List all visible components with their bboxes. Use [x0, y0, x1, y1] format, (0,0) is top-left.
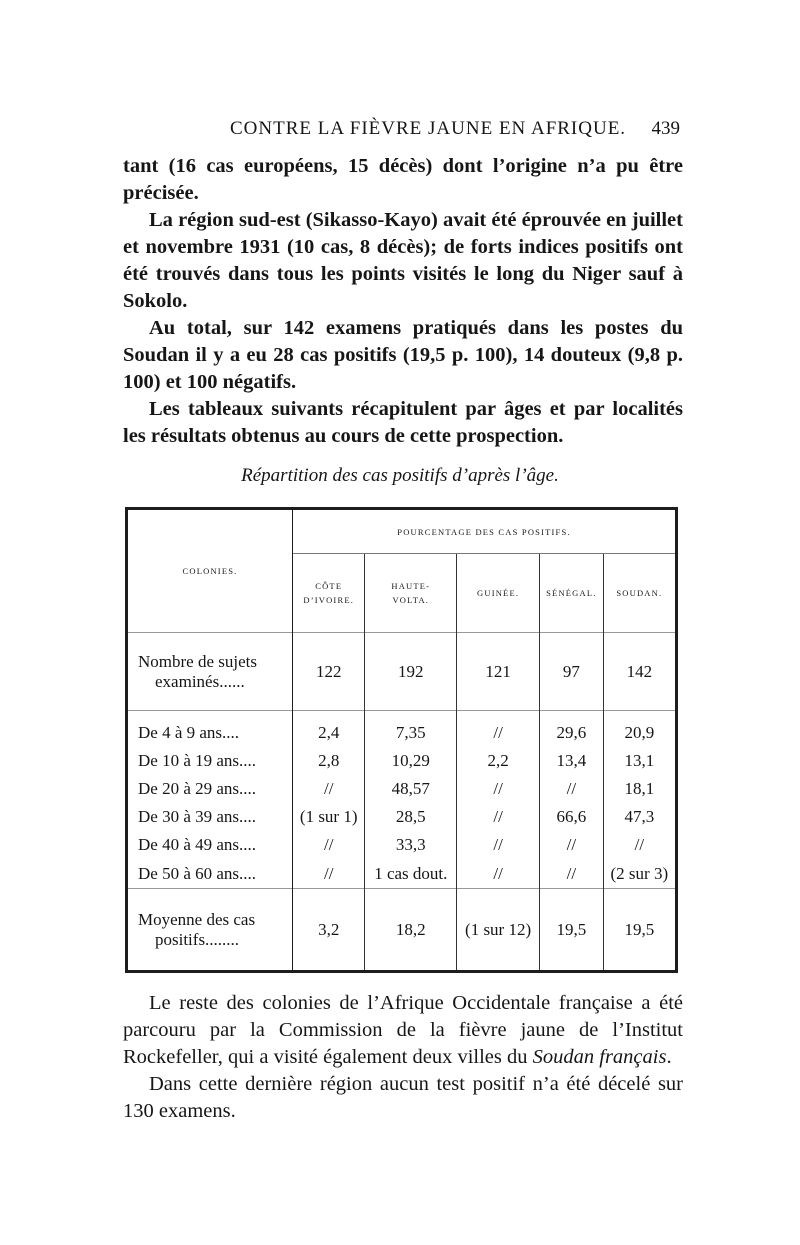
table-cell: 97 [540, 634, 604, 710]
table-cell: 142 [603, 634, 675, 710]
page-number: 439 [651, 118, 680, 139]
column-header-cote-ivoire: CÔTE D’IVOIRE. [303, 581, 355, 606]
table-cell: // [323, 863, 334, 883]
table-cell: 33,3 [365, 831, 457, 859]
row-label: De 30 à 39 ans.... [128, 803, 293, 831]
table-cell: 13,4 [540, 747, 604, 775]
table-cell: 66,6 [540, 803, 604, 831]
row-label: De 20 à 29 ans.... [128, 775, 293, 803]
row-label: De 10 à 19 ans.... [128, 747, 293, 775]
table-cell: 48,57 [365, 775, 457, 803]
table-cell: (1 sur 1) [299, 807, 358, 827]
table-cell: (2 sur 3) [603, 860, 675, 889]
table-row [128, 831, 675, 859]
table-row [128, 803, 675, 831]
table-cell: 1 cas dout. [365, 860, 457, 889]
table-cell: // [540, 831, 604, 859]
column-header-soudan: SOUDAN. [603, 554, 675, 633]
table-cell: 3,2 [318, 919, 340, 939]
table-cell: 19,5 [603, 890, 675, 970]
table-cell: 2,4 [318, 722, 340, 742]
body-text-bottom [123, 990, 683, 1125]
age-distribution-table [125, 507, 678, 973]
table-cell: 18,2 [365, 890, 457, 970]
table-cell: // [540, 860, 604, 889]
paragraph: Au total, sur 142 examens pratiqués dans les postes du Soudan il y a eu 28 cas positifs (19,5 p. 100), 14 douteux (9,8 p. 100) et 100 négatifs. [123, 317, 683, 393]
table-row [128, 775, 675, 803]
table-cell: 7,35 [365, 712, 457, 747]
table-cell: // [457, 860, 540, 889]
row-label: De 40 à 49 ans.... [128, 831, 293, 859]
table-cell: 47,3 [603, 803, 675, 831]
group-header: POURCENTAGE DES CAS POSITIFS. [293, 510, 676, 554]
row-label: De 50 à 60 ans.... [128, 860, 293, 889]
table-cell: 13,1 [603, 747, 675, 775]
row-label: Moyenne des cas positifs........ [128, 890, 293, 970]
table-row [128, 890, 675, 970]
table-cell: // [603, 831, 675, 859]
table-cell: // [457, 775, 540, 803]
table-cell: // [457, 803, 540, 831]
row-label: Nombre de sujets examinés...... [128, 634, 293, 710]
column-header-haute-volta: HAUTE- VOLTA. [365, 554, 457, 633]
paragraph: Dans cette dernière région aucun test positif n’a été décelé sur 130 examens. [123, 1073, 683, 1122]
table-cell: 29,6 [540, 712, 604, 747]
paragraph: Les tableaux suivants récapitulent par âges et par localités les résultats obtenus au cours de cette prospection. [123, 398, 683, 447]
body-text-top [123, 153, 683, 450]
table-cell: (1 sur 12) [457, 890, 540, 970]
colonies-header: COLONIES. [128, 510, 293, 633]
table-caption: Répartition des cas positifs d’après l’âge. [241, 465, 559, 486]
table-cell: // [540, 775, 604, 803]
paragraph: tant (16 cas européens, 15 décès) dont l’origine n’a pu être précisée. [123, 155, 683, 204]
table-row [128, 747, 675, 775]
table-cell: 2,8 [318, 751, 340, 771]
column-header-guinee: GUINÉE. [457, 554, 540, 633]
table-cell: // [457, 831, 540, 859]
table-cell: 121 [457, 634, 540, 710]
column-header-senegal: SÉNÉGAL. [540, 554, 604, 633]
table-row [128, 712, 675, 747]
running-header [120, 112, 680, 142]
table-cell: 10,29 [365, 747, 457, 775]
table-cell: // [457, 712, 540, 747]
italic-place-name: Soudan français [532, 1046, 667, 1068]
paragraph: La région sud-est (Sikasso-Kayo) avait été éprouvée en juillet et novembre 1931 (10 cas, 8 décès); de forts indices positifs ont été trouvés dans tous les points visités le long du Niger sauf à Sokolo. [123, 209, 683, 312]
table-cell: 18,1 [603, 775, 675, 803]
paragraph: Le reste des colonies de l’Afrique Occidentale française a été parcouru par la Commission de la fièvre jaune de l’Institut Rockefeller, qui a visité également deux villes du Soudan français. [123, 992, 683, 1068]
table-cell: // [323, 835, 334, 855]
table-cell: 122 [315, 662, 342, 682]
table-cell: // [323, 779, 334, 799]
table-row [128, 860, 675, 889]
table-cell: 28,5 [365, 803, 457, 831]
table-cell: 19,5 [540, 890, 604, 970]
table-row [128, 634, 675, 710]
running-title: CONTRE LA FIÈVRE JAUNE EN AFRIQUE. [230, 118, 627, 139]
table-cell: 2,2 [457, 747, 540, 775]
table-cell: 192 [365, 634, 457, 710]
table-cell: 20,9 [603, 712, 675, 747]
row-label: De 4 à 9 ans.... [128, 712, 293, 747]
